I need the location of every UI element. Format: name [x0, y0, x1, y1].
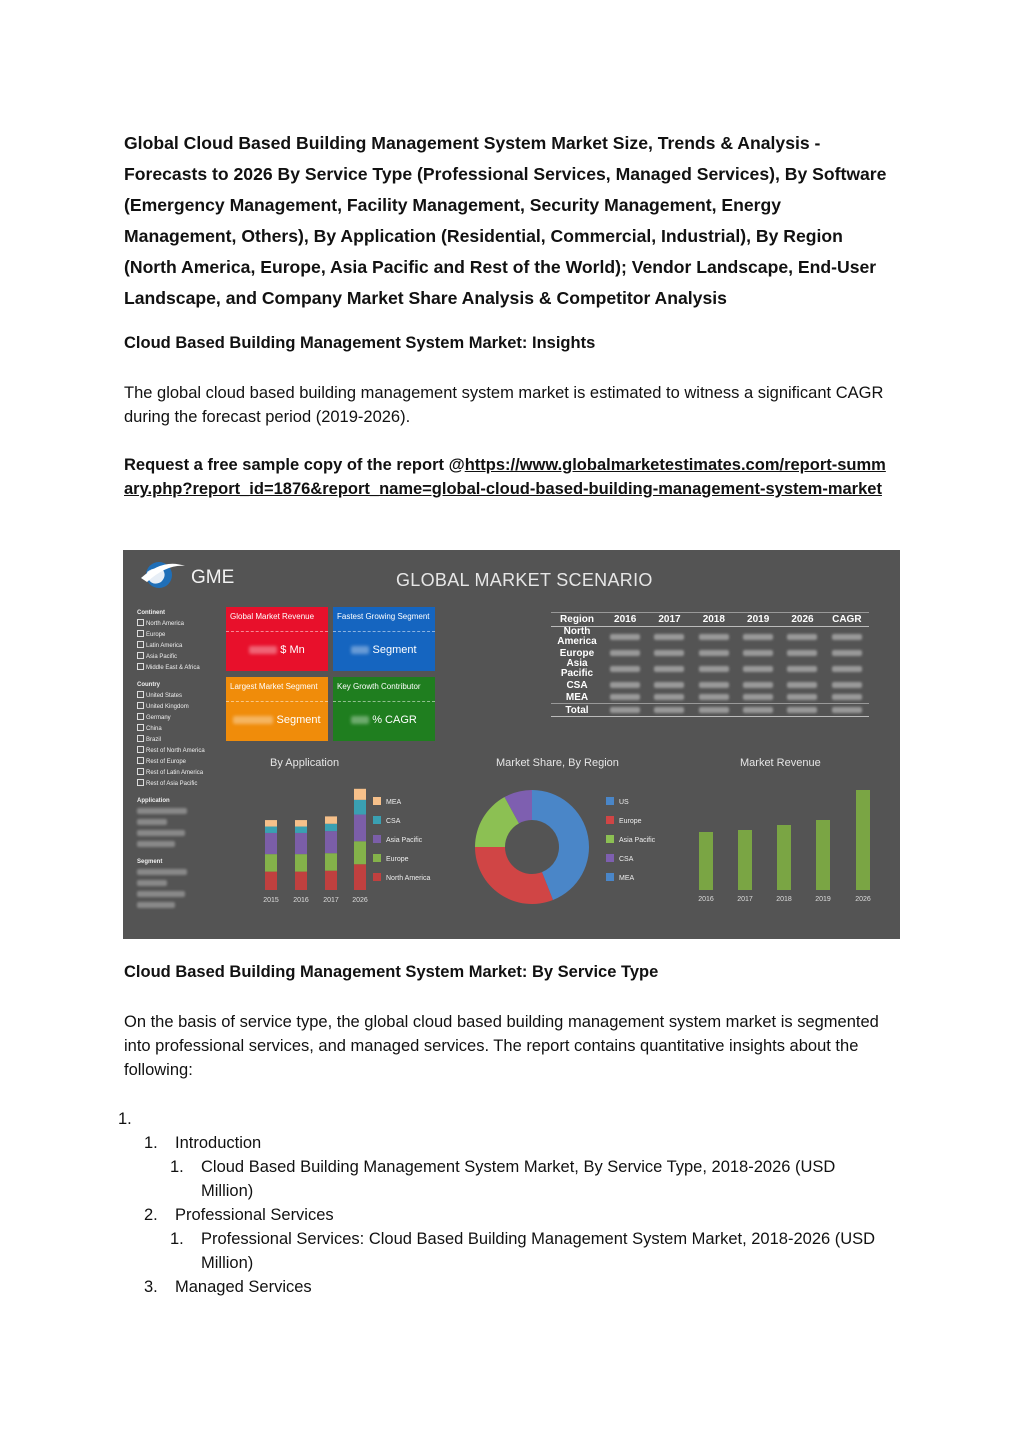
x-tick-label: 2016	[698, 896, 714, 903]
x-tick-label: 2015	[263, 897, 279, 904]
bar-segment	[354, 815, 366, 842]
blurred-cell	[787, 707, 817, 713]
continent-option[interactable]: Latin America	[137, 641, 205, 652]
bar-segment	[354, 864, 366, 890]
market-revenue-title: Market Revenue	[740, 757, 821, 769]
blurred-cell	[832, 707, 862, 713]
kpi-largest-market-segment	[226, 677, 328, 741]
kpi-value	[226, 644, 328, 656]
blurred-cell	[743, 634, 773, 640]
kpi-value	[333, 644, 435, 656]
legend-item	[606, 793, 655, 812]
region-cell: Europe	[559, 647, 595, 659]
blurred-option	[137, 818, 205, 829]
insights-paragraph: The global cloud based building management system market is estimated to witness a significant CAGR during the forecast period (2019-2026).	[124, 384, 884, 426]
legend-label: CSA	[386, 818, 401, 825]
kpi-suffix: Segment	[372, 644, 417, 656]
kpi-header: Largest Market Segment	[226, 677, 328, 702]
bar-segment	[325, 871, 337, 890]
by-application-chart	[243, 782, 373, 907]
bar-segment	[295, 827, 307, 833]
legend-label: Asia Pacific	[619, 837, 656, 844]
blurred-cell	[610, 694, 640, 700]
x-tick-label: 2017	[323, 897, 339, 904]
blurred-option	[137, 807, 205, 818]
toc-number: 1.	[144, 1134, 158, 1152]
service-heading: Cloud Based Building Management System Market: By Service Type	[124, 963, 659, 981]
toc-item: Managed Services	[175, 1278, 312, 1296]
toc-item: Cloud Based Building Management System Market, By Service Type, 2018-2026 (USD Million)	[201, 1158, 836, 1200]
x-tick-label: 2018	[776, 896, 792, 903]
region-cell: MEA	[565, 691, 589, 703]
legend-item	[373, 812, 430, 831]
legend-item	[373, 869, 430, 888]
table-row	[551, 691, 869, 704]
application-filter-label: Application	[137, 798, 170, 804]
blurred-cell	[787, 682, 817, 688]
blurred-cell	[654, 634, 684, 640]
blurred-cell	[699, 707, 729, 713]
country-option[interactable]: China	[137, 724, 205, 735]
legend-label: MEA	[386, 799, 402, 806]
region-cell: North America	[557, 626, 597, 647]
table-header: 2026	[780, 613, 824, 627]
legend-item	[606, 831, 655, 850]
blurred-cell	[787, 694, 817, 700]
bar-segment	[354, 841, 366, 864]
x-tick-label: 2016	[293, 897, 309, 904]
blurred-value	[351, 716, 369, 724]
revenue-bar	[856, 790, 870, 890]
report-title: Global Cloud Based Building Management System Market Size, Trends & Analysis - Forecasts to 2026 By Service Type (Professional Services, Managed Services), By Software (Emergency Management, Facility Management, Security Management, Energy Management, Others), By Application (Residential, Commercial, Industrial), By Region (North America, Europe, Asia Pacific and Rest of the World); Vendor Landscape, End-User Landscape, and Company Market Share Analysis & Competitor Analysis	[124, 133, 887, 308]
blurred-option	[137, 868, 205, 879]
blurred-option	[137, 829, 205, 840]
service-paragraph: On the basis of service type, the global cloud based building management system market is segmented into professional services, and managed services. The report contains quantitative insights about the following:	[124, 1013, 879, 1079]
blurred-cell	[743, 666, 773, 672]
bar-segment	[295, 854, 307, 871]
blurred-cell	[832, 666, 862, 672]
blurred-cell	[699, 650, 729, 656]
market-share-legend	[606, 793, 655, 888]
blurred-cell	[787, 650, 817, 656]
legend-label: North America	[386, 875, 431, 882]
blurred-cell	[699, 682, 729, 688]
blurred-cell	[787, 666, 817, 672]
bar-segment	[354, 800, 366, 815]
bar-segment	[295, 833, 307, 854]
bar-segment	[325, 853, 337, 870]
legend-item	[606, 869, 655, 888]
blurred-cell	[610, 666, 640, 672]
table-header: 2017	[647, 613, 691, 627]
toc-item: Introduction	[175, 1134, 262, 1152]
region-cell: Total	[551, 704, 603, 717]
region-cell: CSA	[566, 679, 588, 691]
market-share-donut-chart	[475, 790, 595, 910]
country-option[interactable]: Rest of Latin America	[137, 768, 205, 779]
kpi-suffix: % CAGR	[372, 714, 417, 726]
blurred-cell	[654, 694, 684, 700]
blurred-cell	[832, 650, 862, 656]
table-header: CAGR	[825, 613, 869, 627]
table-header: 2016	[603, 613, 647, 627]
toc-item: Professional Services	[175, 1206, 334, 1224]
bar-segment	[265, 872, 277, 890]
kpi-global-market-revenue	[226, 607, 328, 671]
table-row	[551, 679, 869, 691]
country-option[interactable]: Brazil	[137, 735, 205, 746]
blurred-cell	[610, 682, 640, 688]
x-tick-label: 2026	[855, 896, 871, 903]
blurred-cell	[610, 634, 640, 640]
region-cell: Asia Pacific	[560, 658, 594, 679]
legend-item	[373, 831, 430, 850]
country-option[interactable]: Rest of Europe	[137, 757, 205, 768]
x-tick-label: 2017	[737, 896, 753, 903]
legend-item	[373, 850, 430, 869]
by-application-legend	[373, 793, 430, 888]
revenue-bar	[699, 832, 713, 890]
blurred-cell	[699, 666, 729, 672]
kpi-value	[333, 714, 435, 726]
continent-option[interactable]: Middle East & Africa	[137, 663, 205, 674]
blurred-cell	[787, 634, 817, 640]
legend-label: US	[619, 799, 629, 806]
sample-request	[124, 453, 894, 501]
table-row	[551, 627, 869, 648]
bar-segment	[265, 820, 277, 826]
kpi-fastest-growing-segment	[333, 607, 435, 671]
continent-filter-label: Continent	[137, 610, 165, 616]
market-share-title: Market Share, By Region	[496, 757, 619, 769]
bar-segment	[265, 827, 277, 833]
blurred-cell	[699, 634, 729, 640]
filter-panel	[137, 605, 205, 912]
globe-logo-icon	[137, 556, 189, 592]
legend-item	[606, 850, 655, 869]
continent-option[interactable]: North America	[137, 619, 205, 630]
market-dashboard-image	[123, 550, 900, 939]
country-filter-label: Country	[137, 682, 160, 688]
blurred-cell	[654, 682, 684, 688]
blurred-option	[137, 840, 205, 851]
kpi-header: Key Growth Contributor	[333, 677, 435, 702]
table-row	[551, 659, 869, 679]
dashboard-title: GLOBAL MARKET SCENARIO	[396, 570, 653, 590]
kpi-header: Fastest Growing Segment	[333, 607, 435, 632]
pie-slice	[475, 847, 553, 904]
toc-number: 1.	[170, 1158, 184, 1176]
revenue-bar	[738, 830, 752, 890]
kpi-value	[226, 714, 328, 726]
bar-segment	[295, 872, 307, 890]
blurred-value	[233, 716, 273, 724]
toc-outer-number: 1.	[118, 1110, 132, 1128]
kpi-suffix: Segment	[276, 714, 321, 726]
blurred-option	[137, 890, 205, 901]
table-header: 2019	[736, 613, 780, 627]
continent-option[interactable]: Asia Pacific	[137, 652, 205, 663]
continent-option[interactable]: Europe	[137, 630, 205, 641]
country-option[interactable]: Rest of North America	[137, 746, 205, 757]
bar-segment	[325, 824, 337, 831]
kpi-key-growth-contributor	[333, 677, 435, 741]
kpi-header: Global Market Revenue	[226, 607, 328, 632]
blurred-cell	[832, 694, 862, 700]
blurred-cell	[699, 694, 729, 700]
legend-label: Europe	[386, 856, 409, 863]
toc-item: Professional Services: Cloud Based Building Management System Market, 2018-2026 (USD Million)	[201, 1230, 876, 1272]
blurred-value	[249, 646, 277, 654]
legend-label: Asia Pacific	[386, 837, 423, 844]
blurred-cell	[654, 707, 684, 713]
bar-segment	[354, 789, 366, 800]
blurred-cell	[832, 634, 862, 640]
legend-label: MEA	[619, 875, 635, 882]
by-application-title: By Application	[270, 757, 340, 769]
insights-heading: Cloud Based Building Management System Market: Insights	[124, 334, 596, 352]
x-tick-label: 2019	[815, 896, 831, 903]
sample-request-prefix: Request a free sample copy of the report @	[124, 456, 465, 474]
blurred-cell	[610, 650, 640, 656]
revenue-bar	[816, 820, 830, 890]
country-option[interactable]: Rest of Asia Pacific	[137, 779, 205, 790]
blurred-cell	[743, 650, 773, 656]
country-option[interactable]: United Kingdom	[137, 702, 205, 713]
blurred-value	[351, 646, 369, 654]
table-header: Region	[551, 613, 603, 627]
blurred-cell	[743, 694, 773, 700]
legend-label: CSA	[619, 856, 634, 863]
legend-item	[606, 812, 655, 831]
blurred-cell	[654, 650, 684, 656]
toc-number: 1.	[170, 1230, 184, 1248]
legend-label: Europe	[619, 818, 642, 825]
table-row	[551, 647, 869, 659]
sample-request-link[interactable]: https://www.globalmarketestimates.com/report-summary.php?report_id=1876&report_name=global-cloud-based-building-management-system-market	[124, 456, 886, 498]
blurred-cell	[610, 707, 640, 713]
segment-filter-label: Segment	[137, 859, 163, 865]
bar-segment	[295, 820, 307, 826]
legend-item	[373, 793, 430, 812]
bar-segment	[265, 854, 277, 871]
bar-segment	[265, 833, 277, 854]
blurred-cell	[743, 707, 773, 713]
bar-segment	[325, 831, 337, 853]
table-row	[551, 704, 869, 717]
logo-text: GME	[191, 567, 235, 588]
revenue-bar	[777, 825, 791, 890]
blurred-option	[137, 901, 205, 912]
toc-number: 2.	[144, 1206, 158, 1224]
toc-number: 3.	[144, 1278, 158, 1296]
kpi-suffix: $ Mn	[280, 644, 305, 656]
blurred-cell	[832, 682, 862, 688]
x-tick-label: 2026	[352, 897, 368, 904]
blurred-cell	[654, 666, 684, 672]
region-table	[551, 612, 869, 717]
bar-segment	[325, 816, 337, 823]
country-option[interactable]: Germany	[137, 713, 205, 724]
blurred-option	[137, 879, 205, 890]
table-header: 2018	[692, 613, 736, 627]
country-option[interactable]: United States	[137, 691, 205, 702]
blurred-cell	[743, 682, 773, 688]
market-revenue-chart	[683, 782, 883, 907]
